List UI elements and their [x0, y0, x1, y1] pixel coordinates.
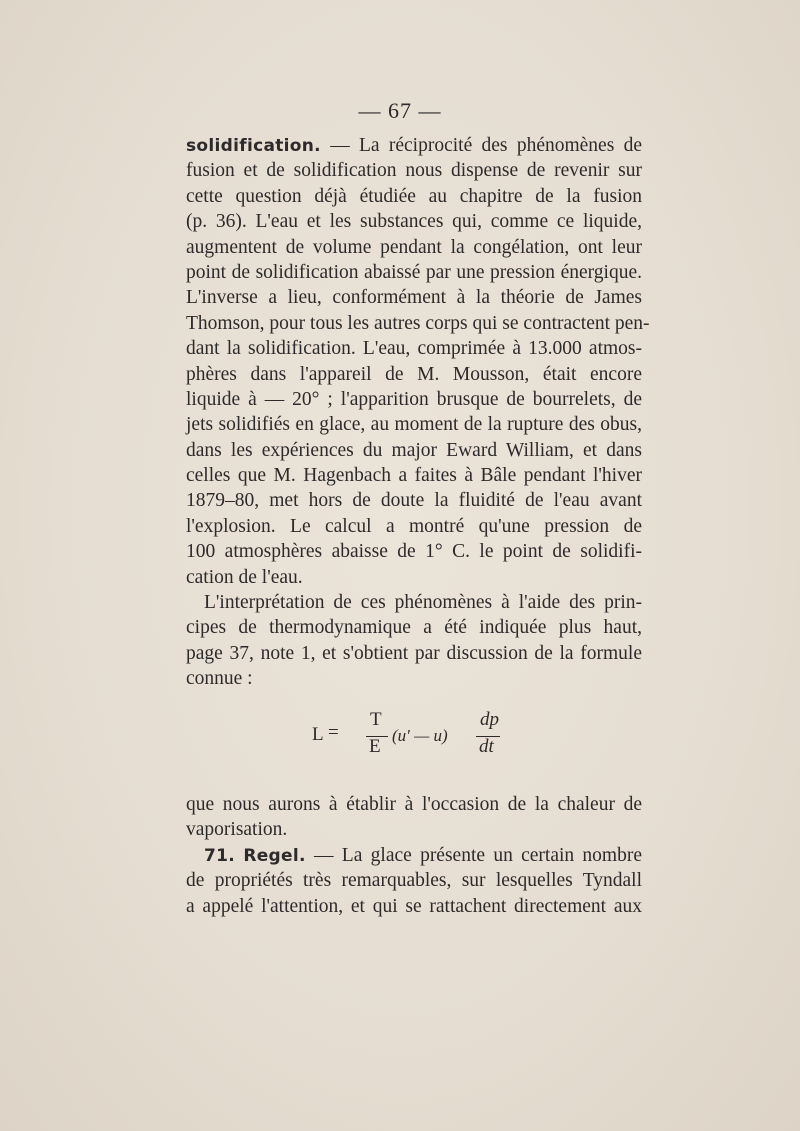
formula-derivative-denominator: dt [479, 736, 494, 757]
text-line: jets solidifiés en glace, au moment de la rupture des obus, [186, 414, 642, 436]
main-text-block-continued [186, 792, 642, 919]
text-line: 100 atmosphères abaisse de 1° C. le point de solidifi- [186, 541, 642, 563]
text-line: 1879–80, met hors de doute la fluidité de l'eau avant [186, 490, 642, 512]
section-title: Regel. [243, 845, 306, 866]
text-line: point de solidification abaissé par une pression énergique. [186, 261, 642, 283]
section-heading-line [186, 843, 642, 868]
text-line: L'interprétation de ces phénomènes à l'aide des prin- [204, 592, 642, 614]
section-number: 71. [204, 845, 236, 866]
text-line: page 37, note 1, et s'obtient par discussion de la formule [186, 642, 642, 664]
paragraph-lead-term: solidification. [186, 136, 321, 156]
text-line: l'explosion. Le calcul a montré qu'une pression de [186, 515, 642, 537]
formula-equals: = [328, 722, 339, 743]
text-line: augmentent de volume pendant la congélation, ont leur [186, 236, 642, 258]
text-line: (p. 36). L'eau et les substances qui, comme ce liquide, [186, 211, 642, 233]
text-line: cation de l'eau. [186, 566, 303, 588]
formula-fraction-denominator: E [369, 736, 381, 757]
formula-middle-term: (u′ — u) [392, 726, 448, 745]
text-line: vaporisation. [186, 819, 288, 841]
text-line: celles que M. Hagenbach a faites à Bâle pendant l'hiver [186, 465, 642, 487]
text-line: cipes de thermodynamique a été indiquée plus haut, [186, 617, 642, 639]
text-line-content: — La réciprocité des phénomènes de [320, 135, 642, 156]
text-line [186, 133, 642, 158]
text-line: de propriétés très remarquables, sur lesquelles Tyndall [186, 870, 642, 892]
formula-fraction-numerator: T [370, 709, 382, 730]
formula [312, 709, 512, 772]
formula-derivative-numerator: dp [480, 709, 499, 730]
text-line: que nous aurons à établir à l'occasion de la chaleur de [186, 794, 642, 815]
text-line: dant la solidification. L'eau, comprimée à 13.000 atmos- [186, 338, 642, 360]
main-text-block [186, 133, 650, 692]
text-line: a appelé l'attention, et qui se rattachent directement aux [186, 895, 642, 917]
text-line: L'inverse a lieu, conformément à la théorie de James [186, 287, 642, 309]
formula-lhs: L [312, 724, 324, 745]
text-line: cette question déjà étudiée au chapitre de la fusion [186, 185, 642, 207]
text-line: connue : [186, 668, 253, 690]
text-line: fusion et de solidification nous dispense de revenir sur [186, 160, 642, 182]
text-line: liquide à — 20° ; l'apparition brusque de bourrelets, de [186, 388, 642, 410]
text-line: phères dans l'appareil de M. Mousson, était encore [186, 363, 642, 385]
page-number: — 67 — [358, 98, 442, 123]
text-line-content: — La glace présente un certain nombre [305, 844, 643, 866]
text-line: dans les expériences du major Eward William, et dans [186, 439, 642, 461]
text-line: Thomson, pour tous les autres corps qui se contractent pen- [186, 312, 650, 334]
